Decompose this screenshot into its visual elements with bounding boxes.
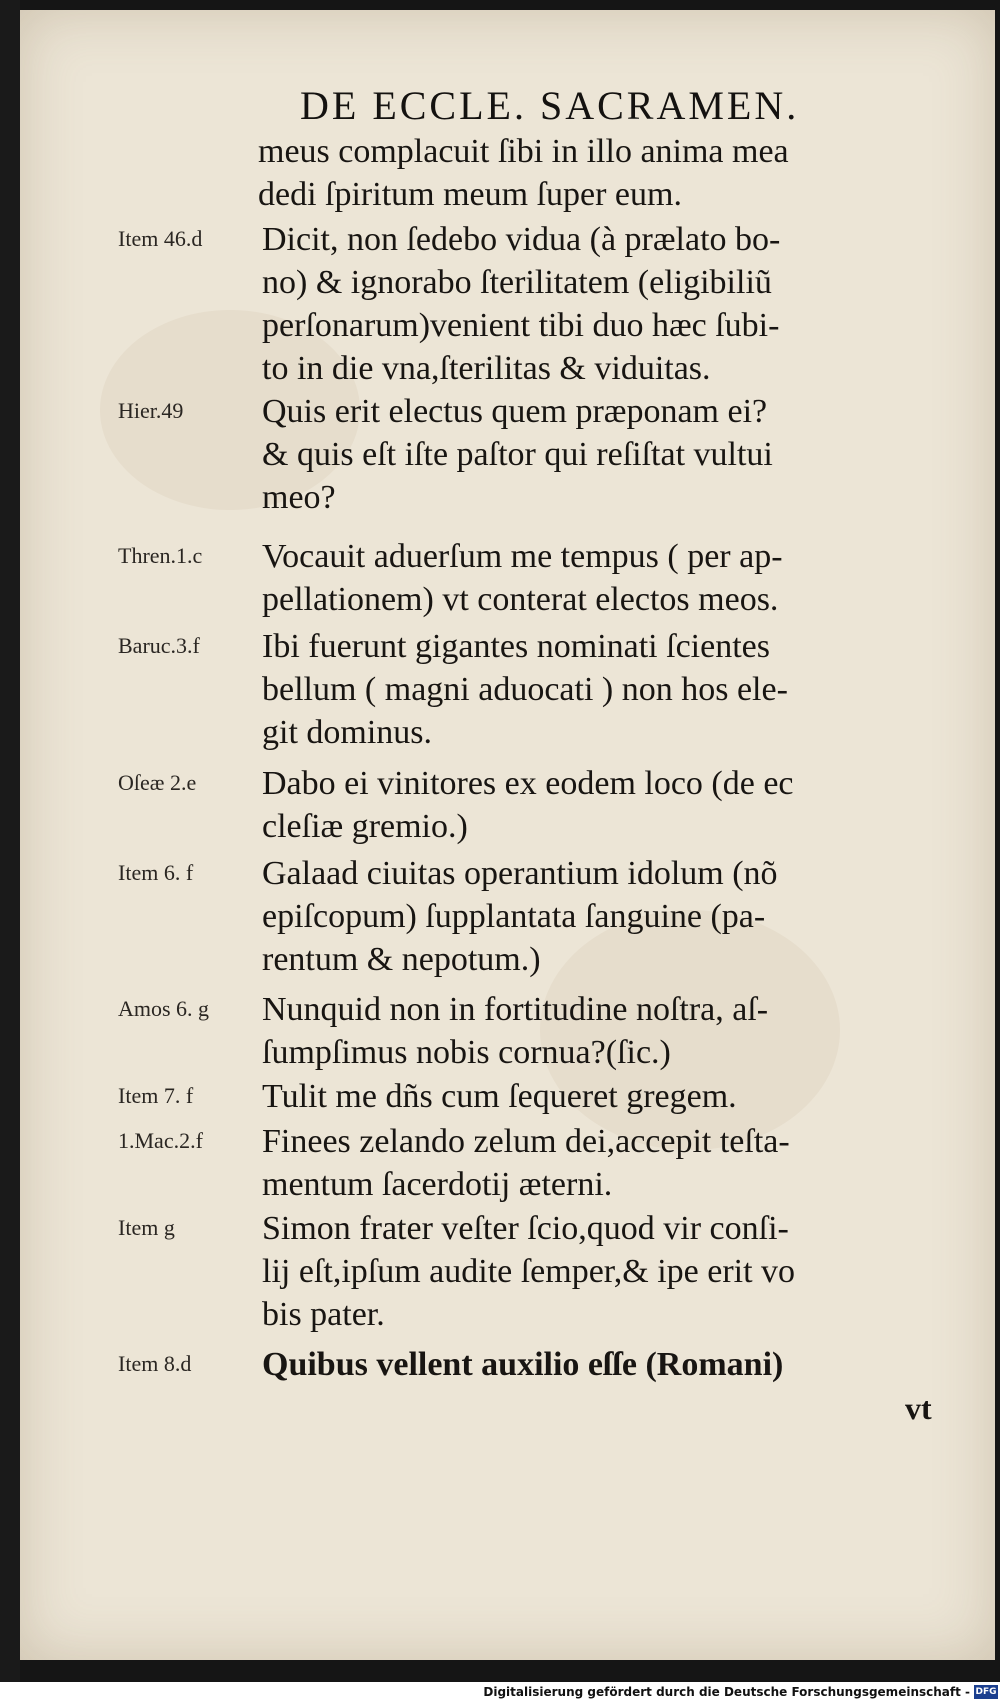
entry-text — [262, 1075, 952, 1118]
text-line: Dabo ei vinitores ex eodem loco (de ec — [262, 765, 794, 802]
text-line: dedi ſpiritum meum ſuper eum. — [258, 176, 682, 213]
text-line: Nunquid non in fortitudine noſtra, aſ- — [262, 991, 769, 1028]
text-line: meus complacuit ſibi in illo anima mea — [258, 133, 789, 170]
entry-text — [262, 218, 952, 390]
margin-reference: Item 46.d — [118, 226, 203, 251]
intro-text — [258, 130, 938, 216]
margin-reference: Item 7. f — [118, 1083, 194, 1108]
text-line: meo? — [262, 479, 336, 516]
text-line: Dicit, non ſedebo vidua (à prælato bo- — [262, 221, 781, 258]
margin-reference: Item 8.d — [118, 1351, 192, 1376]
entry-text — [262, 390, 952, 519]
text-line: lij eſt,ipſum audite ſemper,& ipe erit vo — [262, 1253, 796, 1290]
text-line: & quis eſt iſte paſtor qui reſiſtat vultui — [262, 436, 773, 473]
entry-text — [262, 762, 952, 848]
running-header: DE ECCLE. SACRAMEN. — [300, 83, 800, 128]
margin-reference: Baruc.3.f — [118, 633, 200, 658]
text-line: Quibus vellent auxilio eſſe (Romani) — [262, 1346, 784, 1383]
margin-reference: Item g — [118, 1215, 175, 1240]
margin-reference: Item 6. f — [118, 860, 194, 885]
entry-text — [262, 535, 952, 621]
margin-reference: Thren.1.c — [118, 543, 203, 568]
entry-text — [262, 1120, 952, 1206]
text-line: ſumpſimus nobis cornua?(ſic.) — [262, 1034, 671, 1071]
catchword: vt — [905, 1390, 932, 1426]
margin-reference: Hier.49 — [118, 398, 184, 423]
entry-text — [262, 625, 952, 754]
entry-text — [262, 852, 952, 981]
text-line: bis pater. — [262, 1296, 385, 1333]
text-line: Ibi fuerunt gigantes nominati ſcientes — [262, 628, 770, 665]
text-line: Vocauit aduerſum me tempus ( per ap- — [262, 538, 783, 575]
text-line: mentum ſacerdotij æterni. — [262, 1166, 613, 1203]
text-line: Quis erit electus quem præponam ei? — [262, 393, 768, 430]
text-line: git dominus. — [262, 714, 433, 751]
text-line: perſonarum)venient tibi duo hæc ſubi- — [262, 307, 780, 344]
book-edge — [0, 0, 20, 1703]
margin-reference: Oſeæ 2.e — [118, 770, 197, 795]
margin-reference: 1.Mac.2.f — [118, 1128, 203, 1153]
text-line: to in die vna,ſterilitas & viduitas. — [262, 350, 711, 387]
text-line: Finees zelando zelum dei,accepit teſta- — [262, 1123, 790, 1160]
text-line: cleſiæ gremio.) — [262, 808, 468, 845]
text-line: Tulit me dñs cum ſequeret gregem. — [262, 1078, 737, 1115]
entry-text — [262, 1207, 952, 1336]
footer-credit: Digitalisierung gefördert durch die Deutsche Forschungsgemeinschaft - — [483, 1685, 970, 1699]
text-line: no) & ignorabo ſterilitatem (eligibiliũ — [262, 264, 772, 301]
entry-text — [262, 988, 952, 1074]
text-line: pellationem) vt conterat electos meos. — [262, 581, 779, 618]
text-line: rentum & nepotum.) — [262, 941, 541, 978]
text-line: Galaad ciuitas operantium idolum (nõ — [262, 855, 778, 892]
text-line: epiſcopum) ſupplantata ſanguine (pa- — [262, 898, 766, 935]
entry-text — [262, 1343, 952, 1386]
text-line: Simon frater veſter ſcio,quod vir conſi- — [262, 1210, 789, 1247]
dfg-logo: DFG — [975, 1687, 997, 1697]
margin-reference: Amos 6. g — [118, 996, 210, 1021]
text-line: bellum ( magni aduocati ) non hos ele- — [262, 671, 788, 708]
